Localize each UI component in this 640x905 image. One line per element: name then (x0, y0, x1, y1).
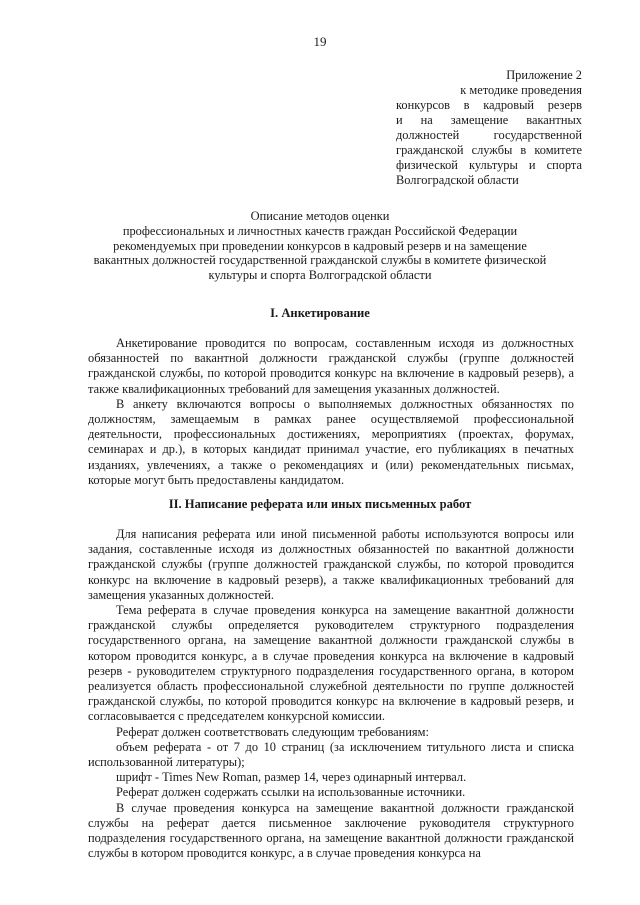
appendix-line: должностей государственной (396, 128, 582, 142)
paragraph: Реферат должен соответствовать следующим требованиям: (116, 724, 429, 739)
section-1-heading: I. Анкетирование (270, 306, 370, 320)
appendix-line: конкурсов в кадровый резерв (396, 98, 582, 112)
title-line: вакантных должностей государственной гражданской службы в комитете физической (93, 253, 547, 268)
document-title (80, 209, 560, 283)
section-1-body (88, 336, 574, 488)
paragraph: Тема реферата в случае проведения конкурса на замещение вакантной должности гражданской службы определяется руководителем структурного подразделения государственного органа, на замещение вакантной должности гражданской службы в котором проводится конкурс, а в случае проведения конкурса на включение в кадровый резерв - руководителем структурного подразделения государственного органа, в котором реализуется область профессиональной служебной деятельности по группе должностей гражданской службы, по которой проводится конкурс на включение в кадровый резерв, и согласовывается с председателем конкурсной комиссии. (88, 603, 574, 724)
title-line: рекомендуемых при проведении конкурсов в кадровый резерв и на замещение (113, 238, 527, 253)
paragraph: объем реферата - от 7 до 10 страниц (за исключением титульного листа и списка использованной литературы); (88, 739, 574, 770)
section-2-heading: II. Написание реферата или иных письменных работ (168, 497, 472, 511)
section-2-body (88, 527, 574, 861)
appendix-line: физической культуры и спорта (396, 158, 582, 172)
paragraph: В случае проведения конкурса на замещение вакантной должности гражданской службы на реферат дается письменное заключение руководителя структурного подразделения государственного органа, на замещение вакантной должности гражданской службы в котором проводится конкурс, а в случае проведения конкурса на (88, 800, 574, 861)
appendix-block (396, 68, 582, 188)
title-line: культуры и спорта Волгоградской области (208, 268, 432, 283)
paragraph: Для написания реферата или иной письменной работы используются вопросы или задания, составленные исходя из должностных обязанностей по вакантной должности гражданской службы (группе должностей гражданской службы, по которой проводится конкурс на включение в кадровый резерв), а также квалификационных требований для замещения указанных должностей. (88, 527, 574, 602)
appendix-line: и на замещение вакантных (396, 113, 582, 127)
paragraph: В анкету включаются вопросы о выполняемых должностных обязанностях по должностям, замещаемым в рамках ранее осуществляемой профессиональной деятельности, профессиональных достижениях, мероприятиях (проектах, форумах, семинарах и др.), в которых кандидат принимал участие, его публикациях в печатных изданиях, увлечениях, а также о рекомендациях и (или) рекомендательных письмах, которые могут быть предоставлены кандидатом. (88, 396, 574, 487)
title-line: профессиональных и личностных качеств граждан Российской Федерации (122, 223, 518, 238)
appendix-line: гражданской службы в комитете (396, 143, 582, 157)
paragraph: шрифт - Times New Roman, размер 14, через одинарный интервал. (116, 770, 467, 785)
paragraph: Анкетирование проводится по вопросам, составленным исходя из должностных обязанностей по вакантной должности гражданской службы (группе должностей гражданской службы, по которой проводится конкурс на включение в кадровый резерв), а также квалификационных требований для замещения указанных должностей. (88, 336, 574, 396)
page-number: 19 (313, 34, 327, 49)
appendix-title: Приложение 2 (506, 68, 582, 82)
appendix-line: к методике проведения (460, 83, 582, 97)
paragraph: Реферат должен содержать ссылки на использованные источники. (116, 785, 466, 800)
title-line: Описание методов оценки (250, 209, 390, 223)
appendix-line: Волгоградской области (396, 173, 519, 187)
